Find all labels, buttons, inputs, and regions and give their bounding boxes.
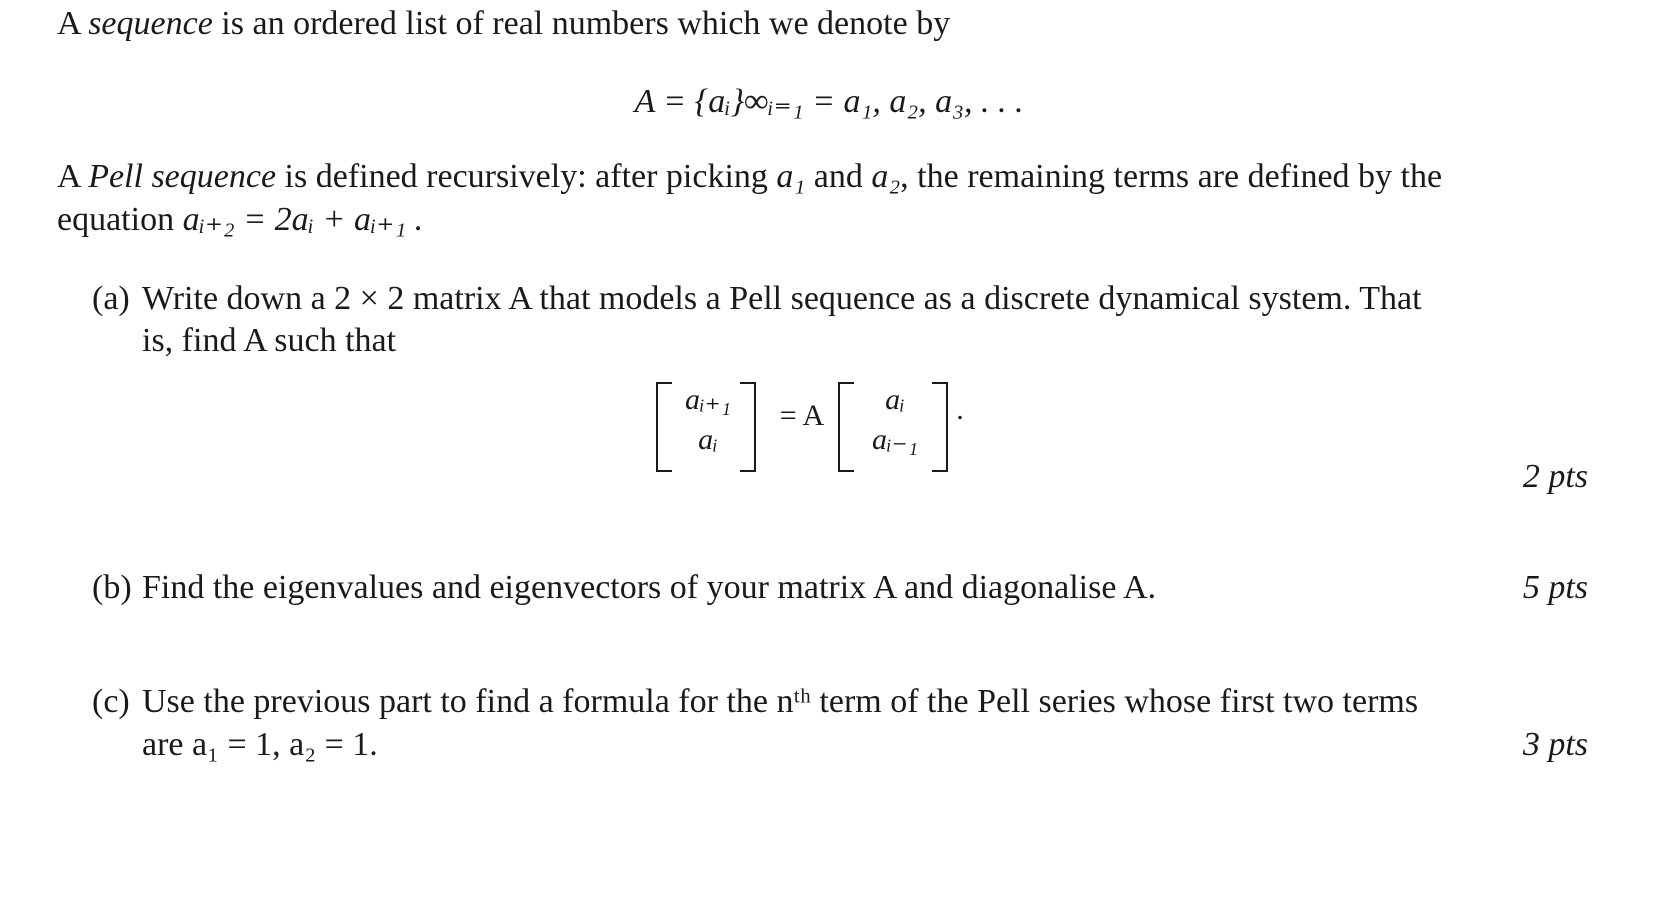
part-a-line-2: is, find A such that [142,322,397,359]
part-b-label: (b) [92,569,132,606]
equals-A: = A [779,399,825,432]
part-b-points: 5 pts [1522,569,1588,606]
rhs-bottom-entry: aᵢ₋₁ [871,423,918,456]
pell-and: and [813,158,863,195]
part-c-label: (c) [92,683,130,720]
pell-article: A [57,158,80,195]
lhs-top-entry: aᵢ₊₁ [684,383,731,416]
matrix-equation [0,382,1658,472]
intro-article: A [57,5,80,42]
pell-text-end: , the remaining terms are defined by the [900,158,1443,195]
part-c-line-1: Use the previous part to find a formula for the nᵗʰ term of the Pell series whose first two terms [142,683,1419,720]
rhs-top-entry: aᵢ [885,383,905,416]
part-a-label: (a) [92,280,130,317]
intro-paragraph-3 [57,198,423,242]
intro-paragraph-1 [57,2,950,46]
part-b-text: Find the eigenvalues and eigenvectors of your matrix A and diagonalise A. [142,569,1157,606]
intro-text: is an ordered list of real numbers which we denote by [221,5,951,42]
matrix-period: . [956,393,964,426]
part-a-line-1: Write down a 2 × 2 matrix A that models a Pell sequence as a discrete dynamical system. That [142,280,1422,317]
sequence-equation: A = {aᵢ}∞ᵢ₌₁ = a₁, a₂, a₃, . . . [634,83,1024,120]
part-c-line-2: are a₁ = 1, a₂ = 1. [142,726,378,763]
pell-a1: a₁ [776,158,806,195]
part-a-points: 2 pts [1522,458,1588,495]
lhs-bottom-entry: aᵢ [698,423,718,456]
right-bracket-close [932,382,948,472]
pell-a2: a₂ [871,158,901,195]
pell-recurrence: aᵢ₊₂ = 2aᵢ + aᵢ₊₁ . [182,201,424,238]
equation-word: equation [57,201,175,238]
pell-text: is defined recursively: after picking [284,158,768,195]
term-sequence: sequence [88,5,213,42]
intro-paragraph-2 [57,155,1442,199]
part-c-points: 3 pts [1522,726,1588,763]
term-pell-sequence: Pell sequence [88,158,277,195]
left-bracket-close [740,382,756,472]
